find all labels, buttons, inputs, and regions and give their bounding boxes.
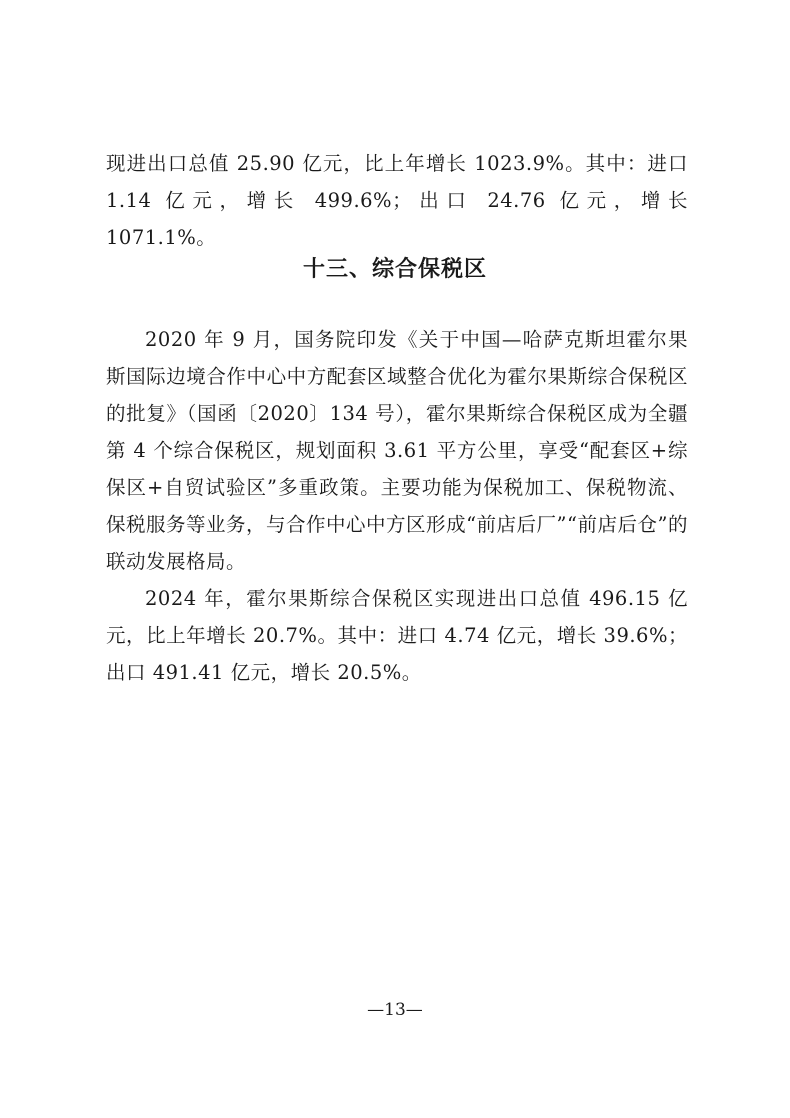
- paragraph-bonded-zone-intro: 2020 年 9 月，国务院印发《关于中国—哈萨克斯坦霍尔果斯国际边境合作中心中方配套区域整合优化为霍尔果斯综合保税区的批复》（国函〔2020〕134 号），霍尔果斯综合保税区成为全疆第 4 个综合保税区，规划面积 3.61 平方公里，享受“配套区+综保区+自贸试验区”多重政策。主要功能为保税加工、保税物流、保税服务等业务，与合作中心中方区形成“前店后厂”“前店后仓”的联动发展格局。: [106, 328, 688, 573]
- continued-paragraph: 现进出口总值 25.90 亿元，比上年增长 1023.9%。其中：进口 1.14 亿元，增长 499.6%；出口 24.76 亿元，增长 1071.1%。: [106, 152, 688, 249]
- continued-paragraph-block: [106, 145, 688, 256]
- paragraph-bonded-zone-trade: 2024 年，霍尔果斯综合保税区实现进出口总值 496.15 亿元，比上年增长 20.7%。其中：进口 4.74 亿元，增长 39.6%；出口 491.41 亿元，增长 20.5%。: [106, 587, 688, 684]
- page-number: —13—: [367, 1000, 423, 1020]
- section-body: [106, 321, 688, 691]
- section-heading: 十三、综合保税区: [302, 257, 487, 282]
